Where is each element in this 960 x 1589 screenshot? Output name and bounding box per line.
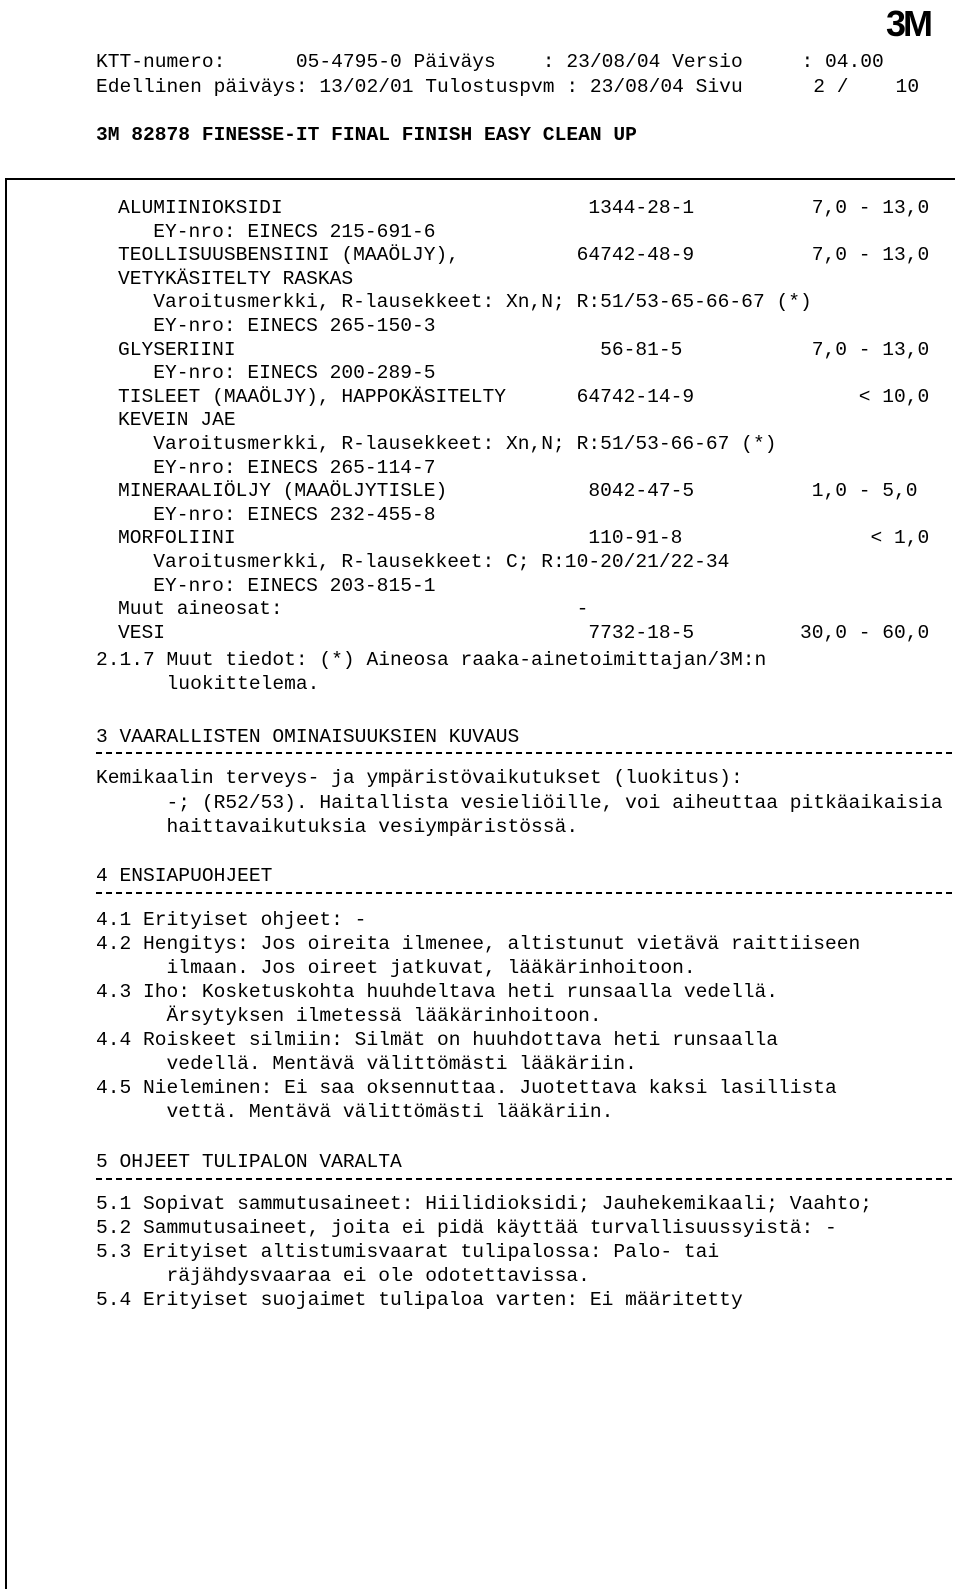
- composition-row: EY-nro: EINECS 232-455-8: [118, 503, 436, 526]
- header-line-1: KTT-numero: 05-4795-0 Päiväys : 23/08/04 Versio : 04.00: [96, 51, 884, 73]
- section-5-heading: 5 OHJEET TULIPALON VARALTA: [96, 1151, 402, 1173]
- 3m-logo: 3M: [885, 3, 930, 44]
- section-3-line: Kemikaalin terveys- ja ympäristövaikutukset (luokitus):: [96, 767, 743, 789]
- composition-row: KEVEIN JAE: [118, 409, 236, 432]
- composition-row: MORFOLIINI 110-91-8 < 1,0: [118, 527, 930, 550]
- section-5-separator: [96, 1178, 952, 1180]
- composition-row: EY-nro: EINECS 265-150-3: [118, 315, 436, 337]
- section-3-line: haittavaikutuksia vesiympäristössä.: [96, 816, 579, 838]
- section-4-line: 4.3 Iho: Kosketuskohta huuhdeltava heti runsaalla vedellä.: [96, 981, 778, 1003]
- composition-row: Muut aineosat: -: [118, 598, 589, 621]
- composition-row: VETYKÄSITELTY RASKAS: [118, 267, 354, 290]
- section-4-separator: [96, 892, 952, 894]
- section-4-line: 4.4 Roiskeet silmiin: Silmät on huuhdottava heti runsaalla: [96, 1029, 778, 1051]
- composition-row: MINERAALIÖLJY (MAAÖLJYTISLE) 8042-47-5 1,0 - 5,0: [118, 480, 918, 503]
- composition-row: TISLEET (MAAÖLJY), HAPPOKÄSITELTY 64742-14-9 < 10,0: [118, 385, 930, 408]
- composition-row: EY-nro: EINECS 200-289-5: [118, 362, 436, 385]
- section-4-line: ilmaan. Jos oireet jatkuvat, lääkärinhoitoon.: [96, 957, 696, 979]
- section-4-line: Ärsytyksen ilmetessä lääkärinhoitoon.: [96, 1005, 602, 1027]
- section-4-heading: 4 ENSIAPUOHJEET: [96, 865, 273, 887]
- composition-row: Varoitusmerkki, R-lausekkeet: C; R:10-20/21/22-34: [118, 551, 730, 573]
- section-5-line: 5.1 Sopivat sammutusaineet: Hiilidioksidi; Jauhekemikaali; Vaahto;: [96, 1193, 873, 1215]
- composition-row: Varoitusmerkki, R-lausekkeet: Xn,N; R:51/53-66-67 (*): [118, 433, 777, 455]
- composition-row: ALUMIINIOKSIDI 1344-28-1 7,0 - 13,0: [118, 197, 930, 219]
- section-5-line: räjähdysvaaraa ei ole odotettavissa.: [96, 1265, 590, 1287]
- section-4-line: 4.5 Nieleminen: Ei saa oksennuttaa. Juotettava kaksi lasillista: [96, 1077, 837, 1099]
- composition-row: EY-nro: EINECS 215-691-6: [118, 220, 436, 243]
- other-info-line: 2.1.7 Muut tiedot: (*) Aineosa raaka-ainetoimittajan/3M:n: [96, 649, 767, 671]
- section-4-line: vedellä. Mentävä välittömästi lääkäriin.: [96, 1053, 637, 1075]
- header-line-2: Edellinen päiväys: 13/02/01 Tulostuspvm : 23/08/04 Sivu 2 / 10: [96, 76, 920, 98]
- product-title: 3M 82878 FINESSE-IT FINAL FINISH EASY CLEAN UP: [96, 124, 637, 146]
- section-3-separator: [96, 752, 952, 754]
- section-5-line: 5.4 Erityiset suojaimet tulipaloa varten: Ei määritetty: [96, 1289, 743, 1311]
- composition-row: VESI 7732-18-5 30,0 - 60,0: [118, 621, 930, 644]
- section-5-line: 5.3 Erityiset altistumisvaarat tulipalossa: Palo- tai: [96, 1241, 720, 1263]
- section-4-line: 4.2 Hengitys: Jos oireita ilmenee, altistunut vietävä raittiiseen: [96, 933, 861, 955]
- section-4-line: 4.1 Erityiset ohjeet: -: [96, 909, 367, 931]
- section-5-line: 5.2 Sammutusaineet, joita ei pidä käyttää turvallisuussyistä: -: [96, 1217, 837, 1239]
- section-4-line: vettä. Mentävä välittömästi lääkäriin.: [96, 1101, 614, 1123]
- other-info-line: luokittelema.: [96, 672, 320, 695]
- composition-row: EY-nro: EINECS 203-815-1: [118, 574, 436, 597]
- composition-row: TEOLLISUUSBENSIINI (MAAÖLJY), 64742-48-9 7,0 - 13,0: [118, 244, 930, 267]
- composition-row: Varoitusmerkki, R-lausekkeet: Xn,N; R:51/53-65-66-67 (*): [118, 291, 812, 314]
- composition-row: GLYSERIINI 56-81-5 7,0 - 13,0: [118, 338, 930, 361]
- section-3-line: -; (R52/53). Haitallista vesieliöille, voi aiheuttaa pitkäaikaisia: [96, 791, 943, 814]
- section-3-heading: 3 VAARALLISTEN OMINAISUUKSIEN KUVAUS: [96, 726, 520, 748]
- composition-row: EY-nro: EINECS 265-114-7: [118, 456, 436, 479]
